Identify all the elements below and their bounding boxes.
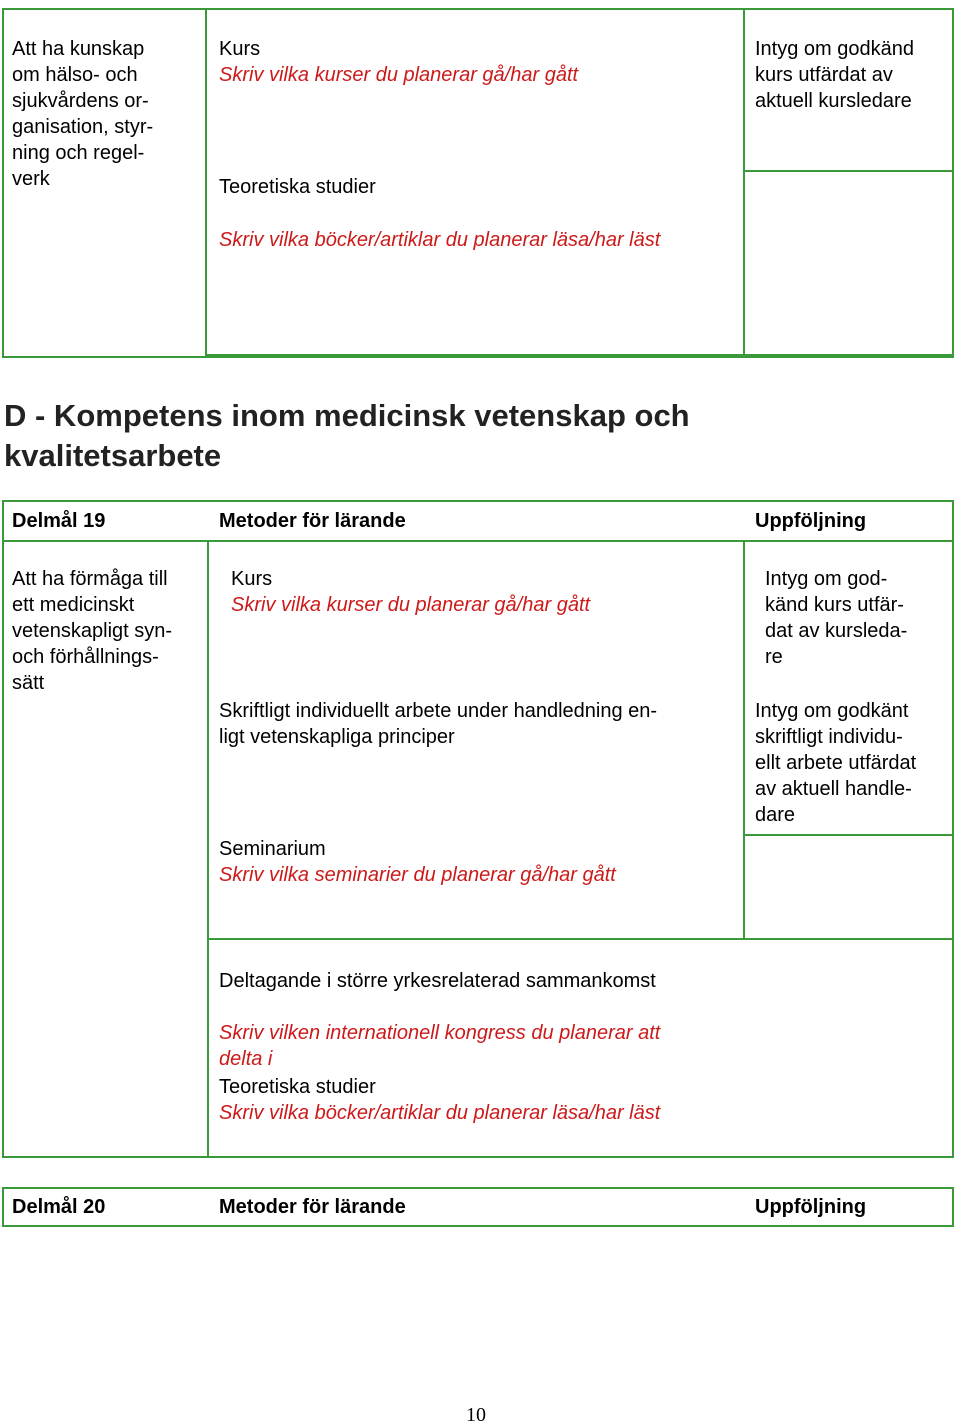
delmal-19-theory-label: Teoretiska studier	[219, 1076, 376, 1098]
delmal-19-header-goal: Delmål 19	[12, 510, 106, 532]
delmal-19-header-methods: Metoder för lärande	[219, 510, 406, 532]
delmal-19-goal-text: Att ha förmåga till ett medicinskt vetenskapligt syn- och förhållnings- sätt	[12, 568, 173, 694]
section-heading: D - Kompetens inom medicinsk vetenskap och kvalitetsarbete	[4, 398, 690, 473]
delmal-20-header-methods: Metoder för lärande	[219, 1196, 406, 1218]
top-table-bottom-rule	[205, 354, 954, 356]
delmal-19-meeting-rule	[207, 938, 954, 940]
top-theory-instruction: Skriv vilka böcker/artiklar du planerar läsa/har läst	[219, 229, 661, 251]
delmal-19-followup-written: Intyg om godkänt skriftligt individu- ellt arbete utfärdat av aktuell handle- dare	[755, 700, 917, 826]
delmal-19-followup-course: Intyg om god- känd kurs utfär- dat av kursleda- re	[765, 568, 908, 668]
delmal-20-header-followup: Uppföljning	[755, 1196, 867, 1218]
delmal-19-divider-1	[207, 540, 209, 1158]
delmal-19-meeting-label: Deltagande i större yrkesrelaterad sammankomst	[219, 970, 656, 992]
page-number: 10	[466, 1404, 486, 1426]
top-table-divider-1	[205, 8, 207, 358]
delmal-20-header-goal: Delmål 20	[12, 1196, 106, 1218]
top-table-inner-rule	[743, 170, 954, 172]
top-followup-text: Intyg om godkänd kurs utfärdat av aktuell kursledare	[755, 38, 914, 112]
delmal-19-theory-instruction: Skriv vilka böcker/artiklar du planerar läsa/har läst	[219, 1102, 661, 1124]
delmal-19-written-work: Skriftligt individuellt arbete under handledning en- ligt vetenskapliga principer	[219, 700, 658, 748]
top-goal-text: Att ha kunskap om hälso- och sjukvårdens or- ganisation, styr- ning och regel- verk	[12, 38, 154, 190]
delmal-19-divider-2	[743, 540, 745, 940]
delmal-19-meeting-instruction: Skriv vilken internationell kongress du planerar att delta i	[219, 1022, 661, 1070]
top-table-divider-2	[743, 8, 745, 358]
delmal-19-followup-rule	[743, 834, 954, 836]
top-course-instruction: Skriv vilka kurser du planerar gå/har gått	[219, 64, 579, 86]
top-theory-label: Teoretiska studier	[219, 176, 376, 198]
delmal-19-seminar-instruction: Skriv vilka seminarier du planerar gå/har gått	[219, 864, 616, 886]
delmal-19-course-instruction: Skriv vilka kurser du planerar gå/har gått	[231, 594, 591, 616]
delmal-19-seminar-label: Seminarium	[219, 838, 326, 860]
delmal-19-header-followup: Uppföljning	[755, 510, 867, 532]
delmal-19-course-label: Kurs	[231, 568, 273, 590]
top-course-label: Kurs	[219, 38, 261, 60]
